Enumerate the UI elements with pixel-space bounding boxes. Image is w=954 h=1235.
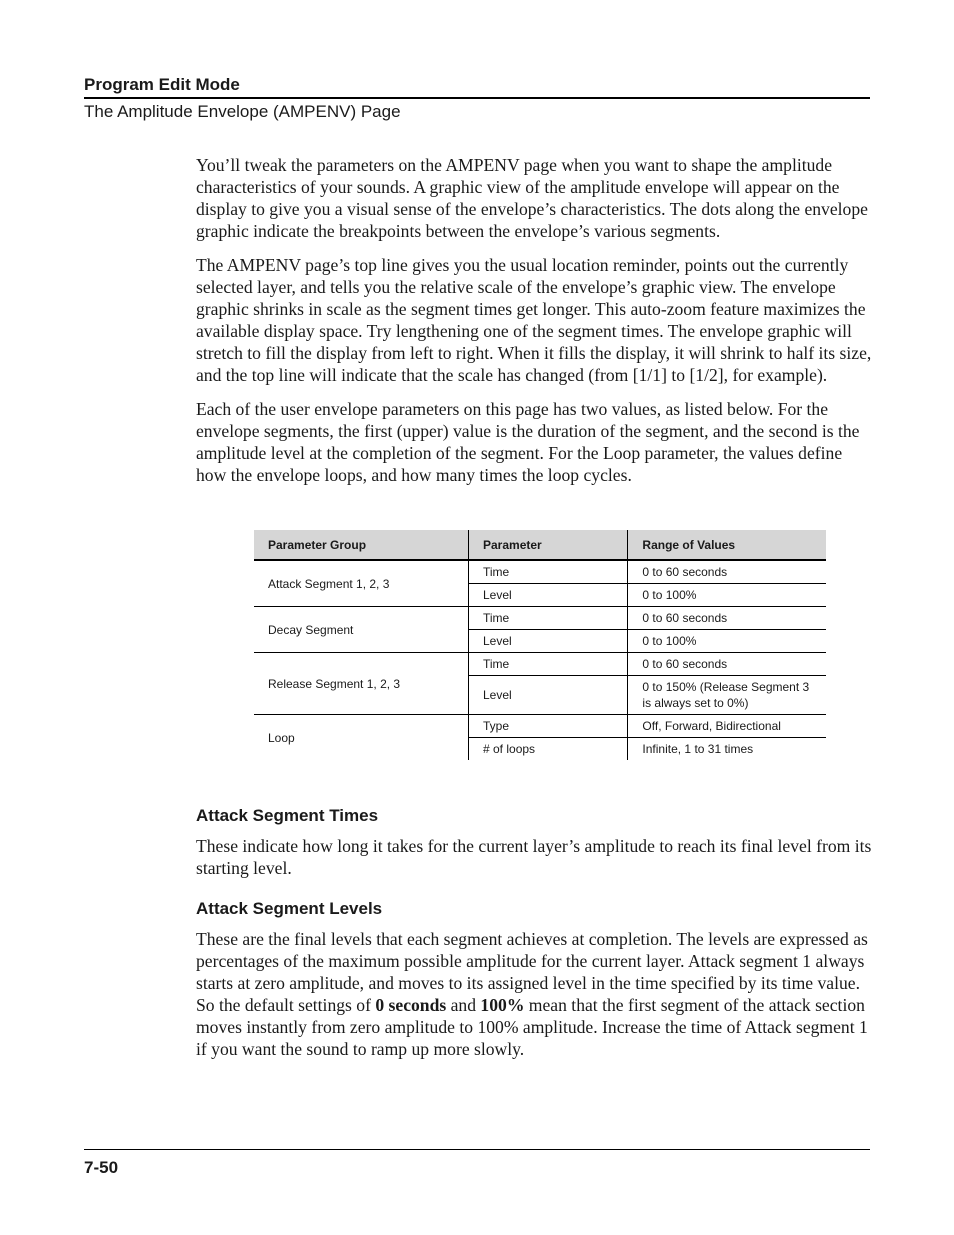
intro-text [196, 154, 872, 498]
param-cell: Level [469, 676, 628, 715]
table-row [254, 607, 826, 630]
header-rule [84, 97, 870, 99]
table-header-row [254, 530, 826, 560]
range-cell: 0 to 60 seconds [628, 607, 826, 630]
attack-levels-text [196, 928, 872, 1060]
page-number: 7-50 [84, 1158, 119, 1177]
param-cell: Time [469, 653, 628, 676]
param-cell: Level [469, 630, 628, 653]
attack-levels-heading: Attack Segment Levels [196, 899, 383, 918]
page-header [84, 74, 870, 123]
table-row [254, 560, 826, 584]
group-cell: Loop [268, 730, 295, 745]
range-cell: 0 to 100% [628, 584, 826, 607]
header-range: Range of Values [628, 530, 826, 560]
footer-rule [84, 1149, 870, 1150]
attack-levels-text-c: mean that the first segment of the attack section moves instantly from zero amplitude to 100% amplitude. Increase the time of Attack segment 1 if you want the sound to ramp up more slowly. [196, 995, 868, 1059]
attack-times-text: These indicate how long it takes for the current layer’s amplitude to reach its final level from its starting level. [196, 836, 872, 878]
attack-levels-text-a: These are the final levels that each segment achieves at completion. The levels are expressed as percentages of the maximum possible amplitude for the current layer. Attack segment 1 always starts at zero amplitude, and moves to its assigned level in the time specified by its time value. So the default settings of [196, 929, 868, 1015]
param-cell: Level [469, 584, 628, 607]
intro-paragraph-2: The AMPENV page’s top line gives you the usual location reminder, points out the currently selected layer, and tells you the relative scale of the envelope’s graphic view. The envelope graphic shrinks in scale as the segment times get longer. This auto-zoom feature maximizes the available display space. Try lengthening one of the segment times. The envelope graphic will stretch to fill the display from left to right. When it fills the display, it will shrink to half its size, and the top line will indicate that the scale has changed (from [1/1] to [1/2], for example). [196, 255, 872, 385]
group-cell: Release Segment 1, 2, 3 [254, 653, 469, 715]
range-cell: 0 to 60 seconds [628, 560, 826, 584]
range-cell: Infinite, 1 to 31 times [628, 738, 826, 761]
section-title: The Amplitude Envelope (AMPENV) Page [84, 102, 401, 121]
bold-zero-seconds: 0 seconds [375, 995, 447, 1015]
intro-paragraph-3: Each of the user envelope parameters on this page has two values, as listed below. For the envelope segments, the first (upper) value is the duration of the segment, and the second is the amplitude level at the completion of the segment. For the Loop parameter, the values define how the envelope loops, and how many times the loop cycles. [196, 399, 860, 485]
intro-paragraph-1: You’ll tweak the parameters on the AMPENV page when you want to shape the amplitude characteristics of your sounds. A graphic view of the amplitude envelope will appear on the display to give you a visual sense of the envelope’s characteristics. The dots along the envelope graphic indicate the breakpoints between the envelope’s various segments. [196, 155, 868, 241]
param-cell: Time [469, 560, 628, 584]
header-parameter: Parameter [469, 530, 628, 560]
range-cell: 0 to 60 seconds [628, 653, 826, 676]
header-parameter-group: Parameter Group [254, 530, 469, 560]
attack-levels-section [196, 898, 872, 1072]
parameter-table [254, 530, 826, 760]
bold-hundred-percent: 100% [480, 995, 525, 1015]
table-row [254, 653, 826, 676]
attack-times-section [196, 805, 872, 891]
attack-levels-text-b: and [446, 995, 481, 1015]
range-cell: Off, Forward, Bidirectional [628, 715, 826, 738]
group-cell: Attack Segment 1, 2, 3 [254, 560, 469, 607]
attack-times-heading: Attack Segment Times [196, 806, 379, 825]
page-footer [84, 1149, 870, 1178]
param-cell: # of loops [469, 738, 628, 761]
param-cell: Time [469, 607, 628, 630]
range-cell: 0 to 100% [628, 630, 826, 653]
group-cell: Decay Segment [254, 607, 469, 653]
range-cell: 0 to 150% (Release Segment 3 is always set to 0%) [628, 676, 826, 715]
param-cell: Type [469, 715, 628, 738]
chapter-title: Program Edit Mode [84, 75, 240, 94]
table-row [254, 715, 826, 738]
